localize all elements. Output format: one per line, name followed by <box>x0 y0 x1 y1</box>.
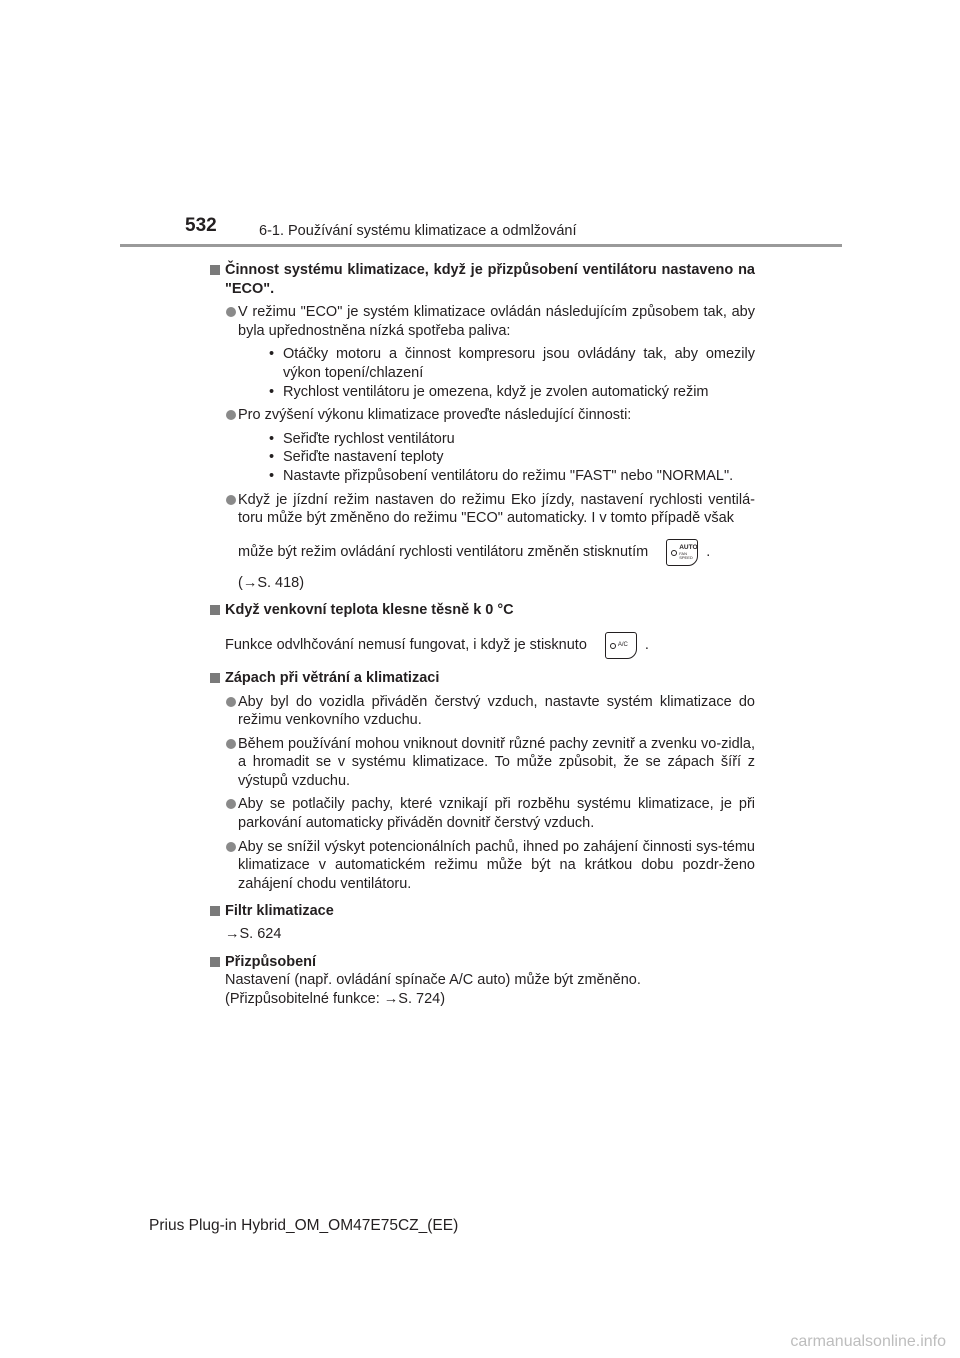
list-item: V režimu "ECO" je systém klimatizace ovládán následujícím způsobem tak, aby byla upřednostněna nízká spotřeba paliva: • Otáčky motoru a činnost kompresoru jsou ovládány tak, aby omezily výkon topení/chlazení • Rychlost ventilátoru je omezena, když je zvolen automatický režim <box>209 303 755 401</box>
list-item: Pro zvýšení výkonu klimatizace proveďte následující činnosti: • Seřiďte rychlost ventilátoru • Seřiďte nastavení teploty • Nastavte přizpůsobení ventilátoru do režimu "FAST" nebo "NORMAL". <box>209 406 755 485</box>
header-divider <box>120 244 842 247</box>
circle-bullet-icon <box>226 697 236 707</box>
icon-line: může být režim ovládání rychlosti ventilátoru změněn stisknutím AUTO FAN SPEED . <box>238 539 755 566</box>
square-bullet-icon <box>210 957 220 967</box>
sub-list <box>238 430 755 486</box>
section-customization <box>209 953 755 1009</box>
auto-fan-speed-button-icon <box>666 539 698 566</box>
cross-reference: (Přizpůsobitelné funkce: →S. 724) <box>225 990 446 1007</box>
ac-button-icon <box>605 632 637 659</box>
circle-bullet-icon <box>226 842 236 852</box>
section-title: Činnost systému klimatizace, když je přizpůsobení ventilátoru nastaveno na "ECO". <box>209 261 755 298</box>
list-item: Aby byl do vozidla přiváděn čerstvý vzduch, nastavte systém klimatizace do režimu venkovního vzduchu. <box>209 693 755 730</box>
list-item: Když je jízdní režim nastaven do režimu Eko jízdy, nastavení rychlosti ventilá-toru může být změněno do režimu "ECO" automaticky. I v tomto případě však může být režim ovládání rychlosti ventilátoru změněn stisknutím AUTO FAN SPEED . (→S. 418) <box>209 491 755 593</box>
auto-icon-sublabel: FAN SPEED <box>679 550 693 560</box>
list-item: Během používání mohou vniknout dovnitř různé pachy zevnitř a zvenku vo-zidla, a hromadit se v systému klimatizace. To může způsobit, že se zápach šíří z výstupů vzduchu. <box>209 735 755 791</box>
list-item: Aby se potlačily pachy, které vznikají při rozběhu systému klimatizace, je při parkování automaticky přiváděn dovnitř čerstvý vzduch. <box>209 795 755 832</box>
sub-list-item: • Seřiďte nastavení teploty <box>238 448 755 467</box>
indicator-led-icon <box>610 643 616 649</box>
circle-bullet-icon <box>226 307 236 317</box>
cross-reference: (→S. 418) <box>238 574 305 591</box>
chapter-title: 6-1. Používání systému klimatizace a odmlžování <box>259 223 577 239</box>
section-title: Filtr klimatizace <box>209 902 755 921</box>
circle-bullet-icon <box>226 495 236 505</box>
sub-list-item: • Otáčky motoru a činnost kompresoru jsou ovládány tak, aby omezily výkon topení/chlazení <box>238 345 755 382</box>
section-filter <box>209 902 755 943</box>
square-bullet-icon <box>210 265 220 275</box>
section-eco <box>209 261 755 592</box>
sub-list <box>238 345 755 401</box>
auto-icon-label: AUTO <box>679 543 698 551</box>
section-title: Zápach při větrání a klimatizaci <box>209 669 755 688</box>
square-bullet-icon <box>210 605 220 615</box>
circle-bullet-icon <box>226 410 236 420</box>
square-bullet-icon <box>210 906 220 916</box>
square-bullet-icon <box>210 673 220 683</box>
indicator-led-icon <box>671 550 677 556</box>
section-smell <box>209 669 755 894</box>
page-header <box>0 0 960 250</box>
cross-reference: →S. 624 <box>225 926 282 943</box>
circle-bullet-icon <box>226 739 236 749</box>
section-title: Přizpůsobení <box>209 953 755 972</box>
sub-list-item: • Seřiďte rychlost ventilátoru <box>238 430 755 449</box>
paragraph: Nastavení (např. ovládání spínače A/C auto) může být změněno. <box>225 972 641 989</box>
page-number: 532 <box>185 215 217 236</box>
page-footer: Prius Plug-in Hybrid_OM_OM47E75CZ_(EE) <box>149 1217 459 1234</box>
list-item: Aby se snížil výskyt potencionálních pachů, ihned po zahájení činnosti sys-tému klimatizace v automatickém režimu může být na krátkou dobu pozdr-ženo zahájení chodu ventilátoru. <box>209 838 755 894</box>
section-title: Když venkovní teplota klesne těsně k 0 °C <box>209 601 755 620</box>
sub-list-item: • Nastavte přizpůsobení ventilátoru do režimu "FAST" nebo "NORMAL". <box>238 467 755 486</box>
circle-bullet-icon <box>226 799 236 809</box>
watermark: carmanualsonline.info <box>790 1333 946 1350</box>
page-content <box>209 252 755 1008</box>
section-cold <box>209 601 755 659</box>
sub-list-item: • Rychlost ventilátoru je omezena, když je zvolen automatický režim <box>238 383 755 402</box>
paragraph: Funkce odvlhčování nemusí fungovat, i když je stisknuto A/C . <box>209 632 755 659</box>
ac-icon-label: A/C <box>617 641 628 648</box>
